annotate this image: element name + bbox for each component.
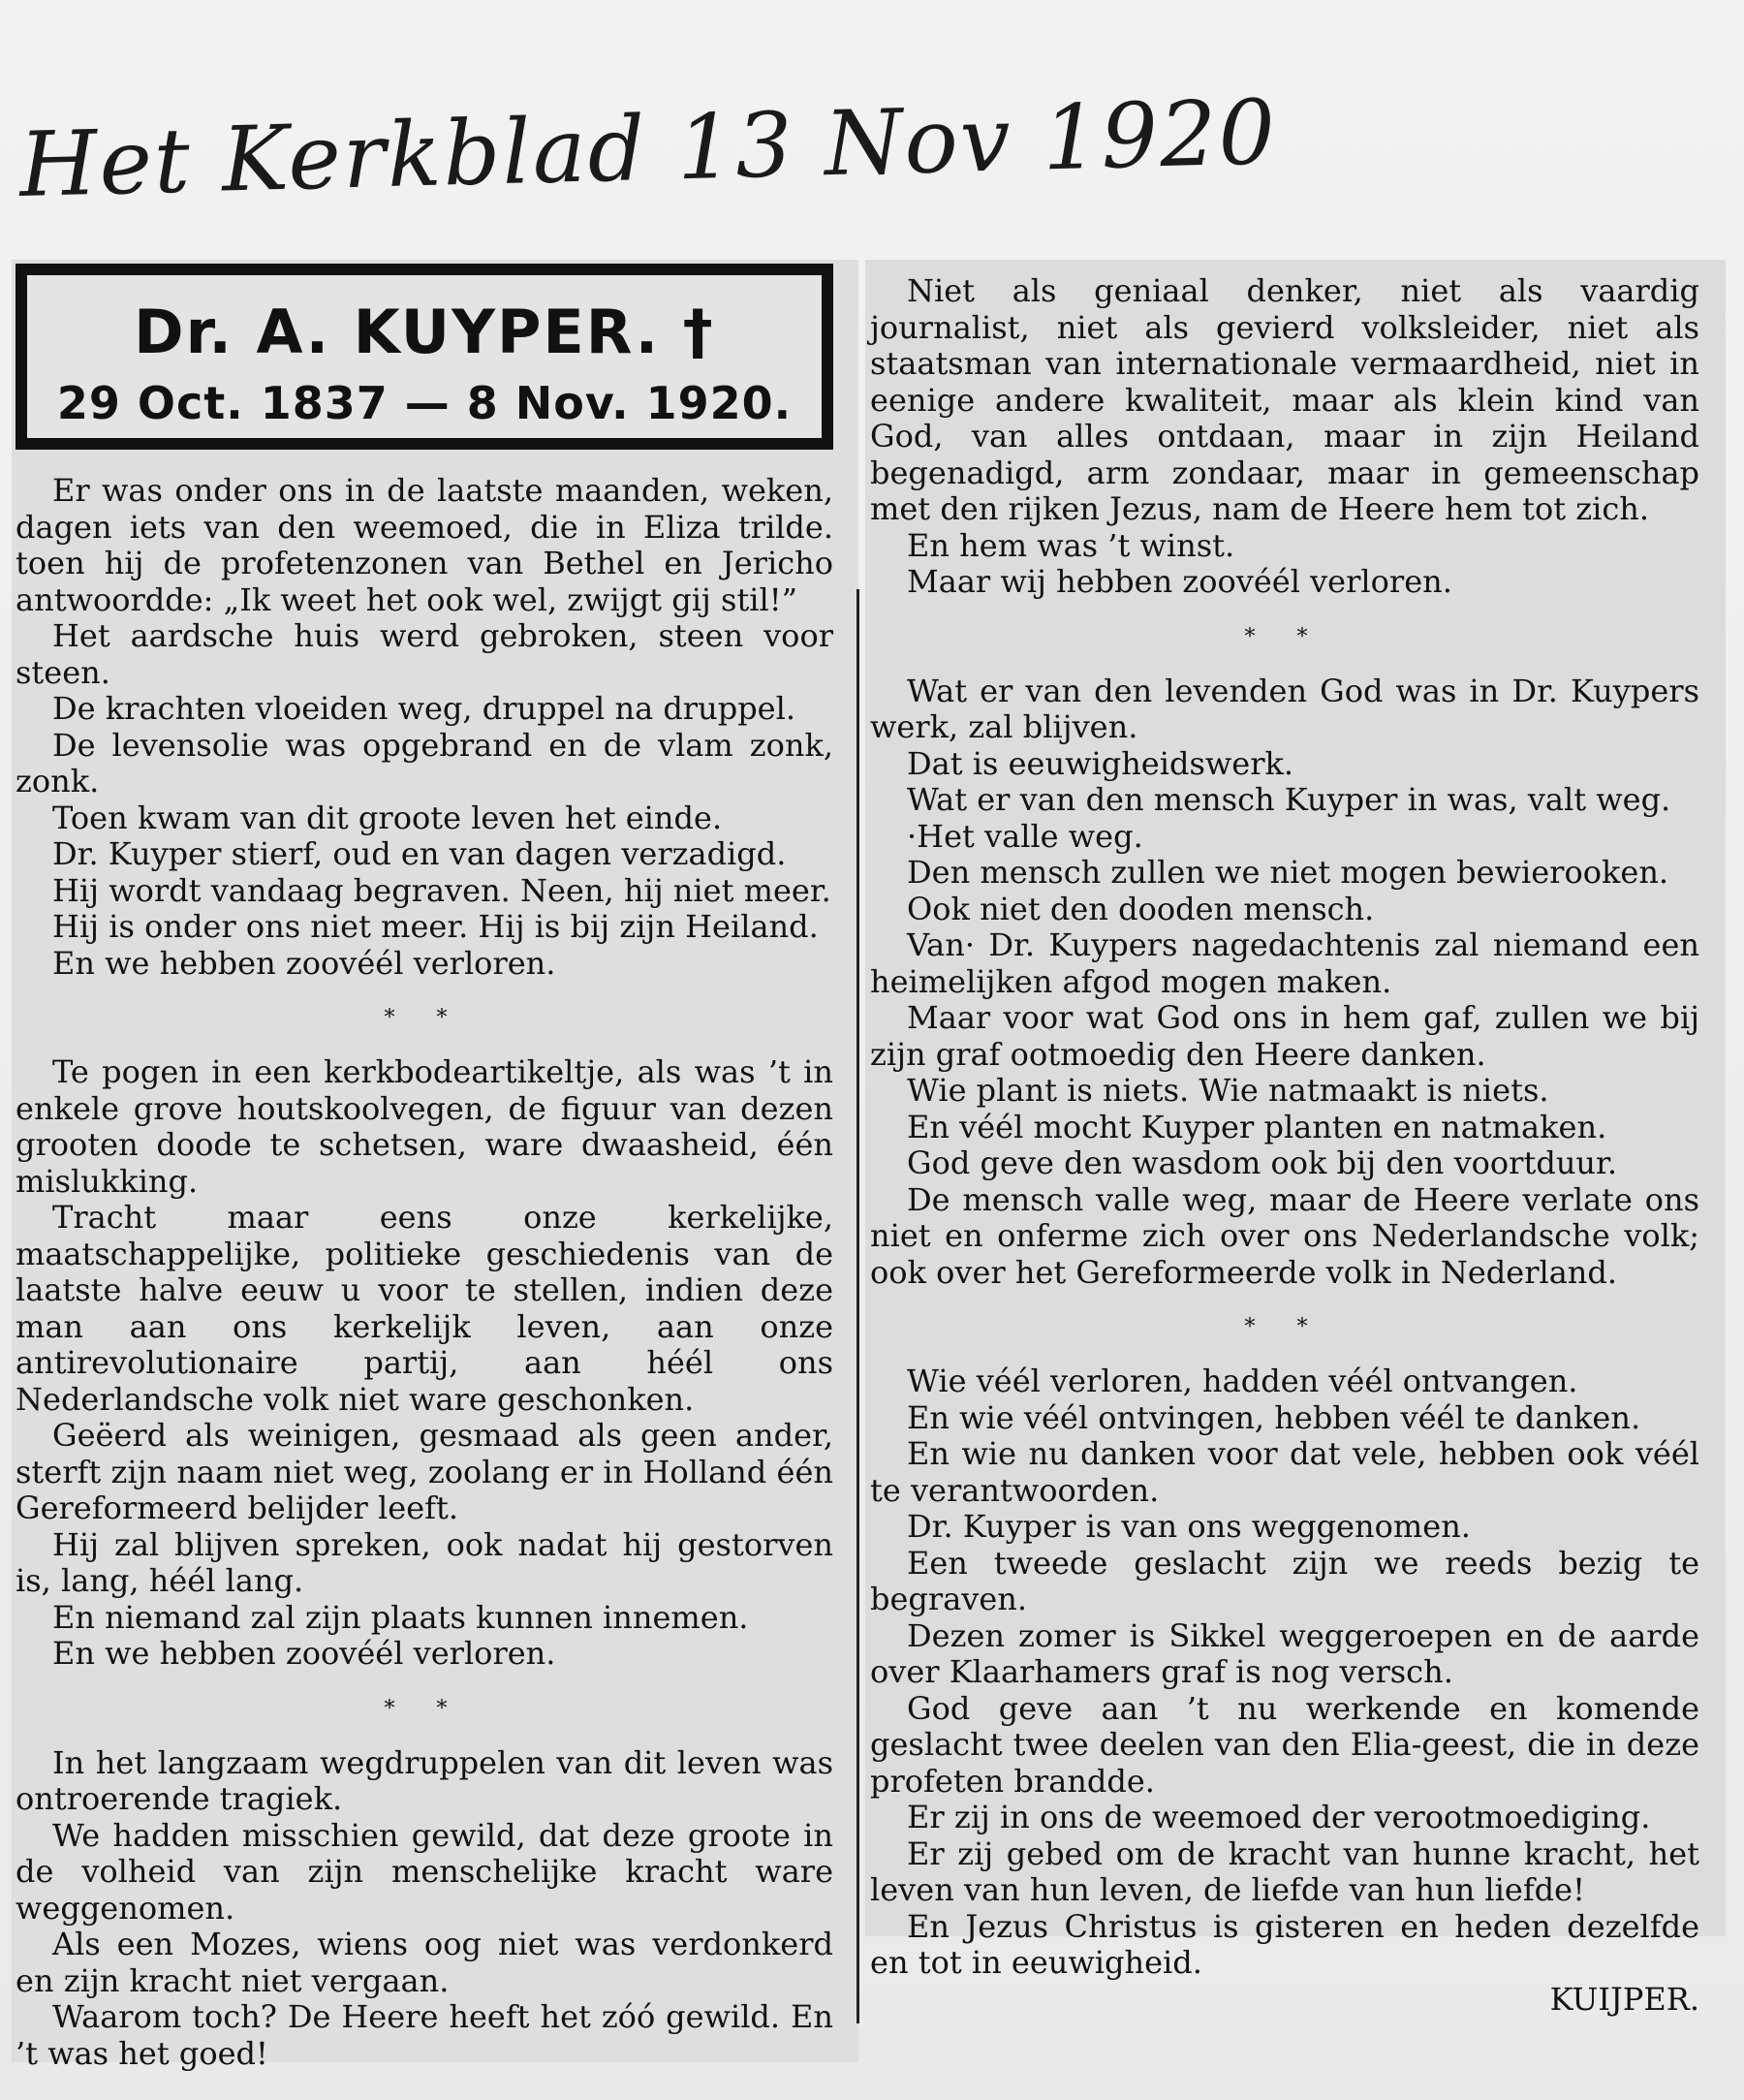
handwritten-note: Het Kerkblad 13 Nov 1920 (17, 80, 1279, 217)
paragraph: Er zij gebed om de kracht van hunne kracht, het leven van hun leven, de liefde van hun liefde! (870, 1834, 1699, 1908)
paragraph: En véél mocht Kuyper planten en natmaken. (907, 1108, 1607, 1145)
paragraph: En wie nu danken voor dat vele, hebben ook véél te verantwoorden. (870, 1435, 1699, 1509)
paragraph: Tracht maar eens onze kerkelijke, maatschappelijke, politieke geschiedenis van de laatste halve eeuw u voor te stellen, indien deze man aan ons kerkelijk leven, aan onze antirevolutionaire partij, aan héél ons Nederlandsche volk niet ware geschonken. (16, 1199, 833, 1418)
paragraph: Hij wordt vandaag begraven. Neen, hij niet meer. (52, 871, 831, 909)
paragraph: God geve den wasdom ook bij den voortduur. (907, 1144, 1617, 1181)
paragraph: En we hebben zoovéél verloren. (52, 944, 556, 982)
right-column (870, 273, 1699, 2018)
paragraph: Maar voor wat God ons in hem gaf, zullen we bij zijn graf ootmoedig den Heere danken. (870, 999, 1699, 1073)
paragraph: God geve aan ’t nu werkende en komende geslacht twee deelen van den Elia-geest, die in deze profeten brandde. (870, 1689, 1699, 1800)
signature: KUIJPER. (1549, 1980, 1699, 2018)
section-separator: * * (384, 1006, 465, 1030)
paragraph: En we hebben zoovéél verloren. (52, 1635, 556, 1672)
paragraph: Hij is onder ons niet meer. Hij is bij zijn Heiland. (52, 908, 819, 945)
paragraph: En niemand zal zijn plaats kunnen innemen. (52, 1598, 749, 1636)
paragraph: Den mensch zullen we niet mogen bewierooken. (907, 854, 1669, 891)
paragraph: We hadden misschien gewild, dat deze groote in de volheid van zijn menschelijke kracht ware weggenomen. (16, 1816, 833, 1927)
paragraph: Er zij in ons de weemoed der verootmoediging. (907, 1799, 1651, 1835)
paragraph: Wat er van den mensch Kuyper in was, valt weg. (907, 781, 1671, 818)
paragraph: Ook niet den dooden mensch. (907, 890, 1375, 927)
paragraph: Hij zal blijven spreken, ook nadat hij gestorven is, lang, héél lang. (16, 1525, 833, 1599)
obituary-name: Dr. A. KUYPER. † (134, 297, 715, 367)
paragraph: Het aardsche huis werd gebroken, steen voor steen. (16, 617, 833, 691)
paragraph: Waarom toch? De Heere heeft het zóó gewild. En ’t was het goed! (16, 1998, 833, 2072)
paragraph: De krachten vloeiden weg, druppel na druppel. (52, 690, 796, 727)
section-separator: * * (384, 1696, 465, 1721)
paragraph: Maar wij hebben zoovéél verloren. (907, 563, 1452, 600)
paragraph: Van· Dr. Kuypers nagedachtenis zal niemand een heimelijken afgod mogen maken. (870, 926, 1699, 1000)
section-separator: * * (1244, 1315, 1325, 1339)
paragraph: Als een Mozes, wiens oog niet was verdonkerd en zijn kracht niet vergaan. (16, 1926, 833, 1999)
obituary-dates: 29 Oct. 1837 — 8 Nov. 1920. (56, 377, 793, 429)
paragraph: Niet als geniaal denker, niet als vaardig journalist, niet als gevierd volksleider, niet als staatsman van internationale vermaardheid, niet in eenige andere kwaliteit, maar als klein kind van God, van alles ontdaan, maar in zijn Heiland begenadigd, arm zondaar, maar in gemeenschap met den rijken Jezus, nam de Heere hem tot zich. (870, 272, 1699, 527)
paragraph: Toen kwam van dit groote leven het einde. (52, 799, 723, 836)
obituary-header (16, 264, 833, 450)
paragraph: En wie véél ontvingen, hebben véél te danken. (907, 1398, 1641, 1436)
paragraph: In het langzaam wegdruppelen van dit leven was ontroerende tragiek. (16, 1743, 833, 1817)
paragraph: De levensolie was opgebrand en de vlam zonk, zonk. (16, 726, 833, 799)
section-separator: * * (1244, 624, 1325, 649)
paragraph: Geëerd als weinigen, gesmaad als geen ander, sterft zijn naam niet weg, zoolang er in Holland één Gereformeerd belijder leeft. (16, 1417, 833, 1526)
paragraph: Dr. Kuyper is van ons weggenomen. (907, 1508, 1471, 1545)
closing-text: En Jezus Christus is gisteren en heden dezelfde en tot in eeuwigheid. (870, 1907, 1699, 1981)
right-column-body (870, 273, 1699, 1909)
paragraph: Wie véél verloren, hadden véél ontvangen. (907, 1363, 1578, 1399)
closing-paragraph (870, 1909, 1699, 1982)
paragraph: ·Het valle weg. (907, 817, 1143, 855)
paragraph: Dat is eeuwigheidswerk. (907, 744, 1294, 782)
paragraph: Dezen zomer is Sikkel weggeroepen en de aarde over Klaarhamers graf is nog versch. (870, 1616, 1699, 1690)
paragraph: Dr. Kuyper stierf, oud en van dagen verzadigd. (52, 835, 787, 872)
paragraph: Wat er van den levenden God was in Dr. Kuypers werk, zal blijven. (870, 672, 1699, 745)
paragraph: Er was onder ons in de laatste maanden, weken, dagen iets van den weemoed, die in Eliza trilde. toen hij de profetenzonen van Bethel en Jericho antwoordde: „Ik weet het ook wel, zwijgt gij stil!” (16, 472, 833, 618)
paragraph: Te pogen in een kerkbodeartikeltje, als was ’t in enkele grove houtskoolvegen, de figuur van dezen grooten doode te schetsen, ware dwaasheid, één mislukking. (16, 1053, 833, 1200)
signature-line (870, 1982, 1699, 2019)
paragraph: Wie plant is niets. Wie natmaakt is niets. (907, 1072, 1549, 1109)
column-divider (856, 589, 859, 2023)
paragraph: En hem was ’t winst. (907, 526, 1235, 564)
left-column (16, 473, 833, 2072)
paragraph: De mensch valle weg, maar de Heere verlate ons niet en onferme zich over ons Nederlandsche volk; ook over het Gereformeerde volk in Nederland. (870, 1180, 1699, 1291)
paragraph: Een tweede geslacht zijn we reeds bezig te begraven. (870, 1544, 1699, 1617)
